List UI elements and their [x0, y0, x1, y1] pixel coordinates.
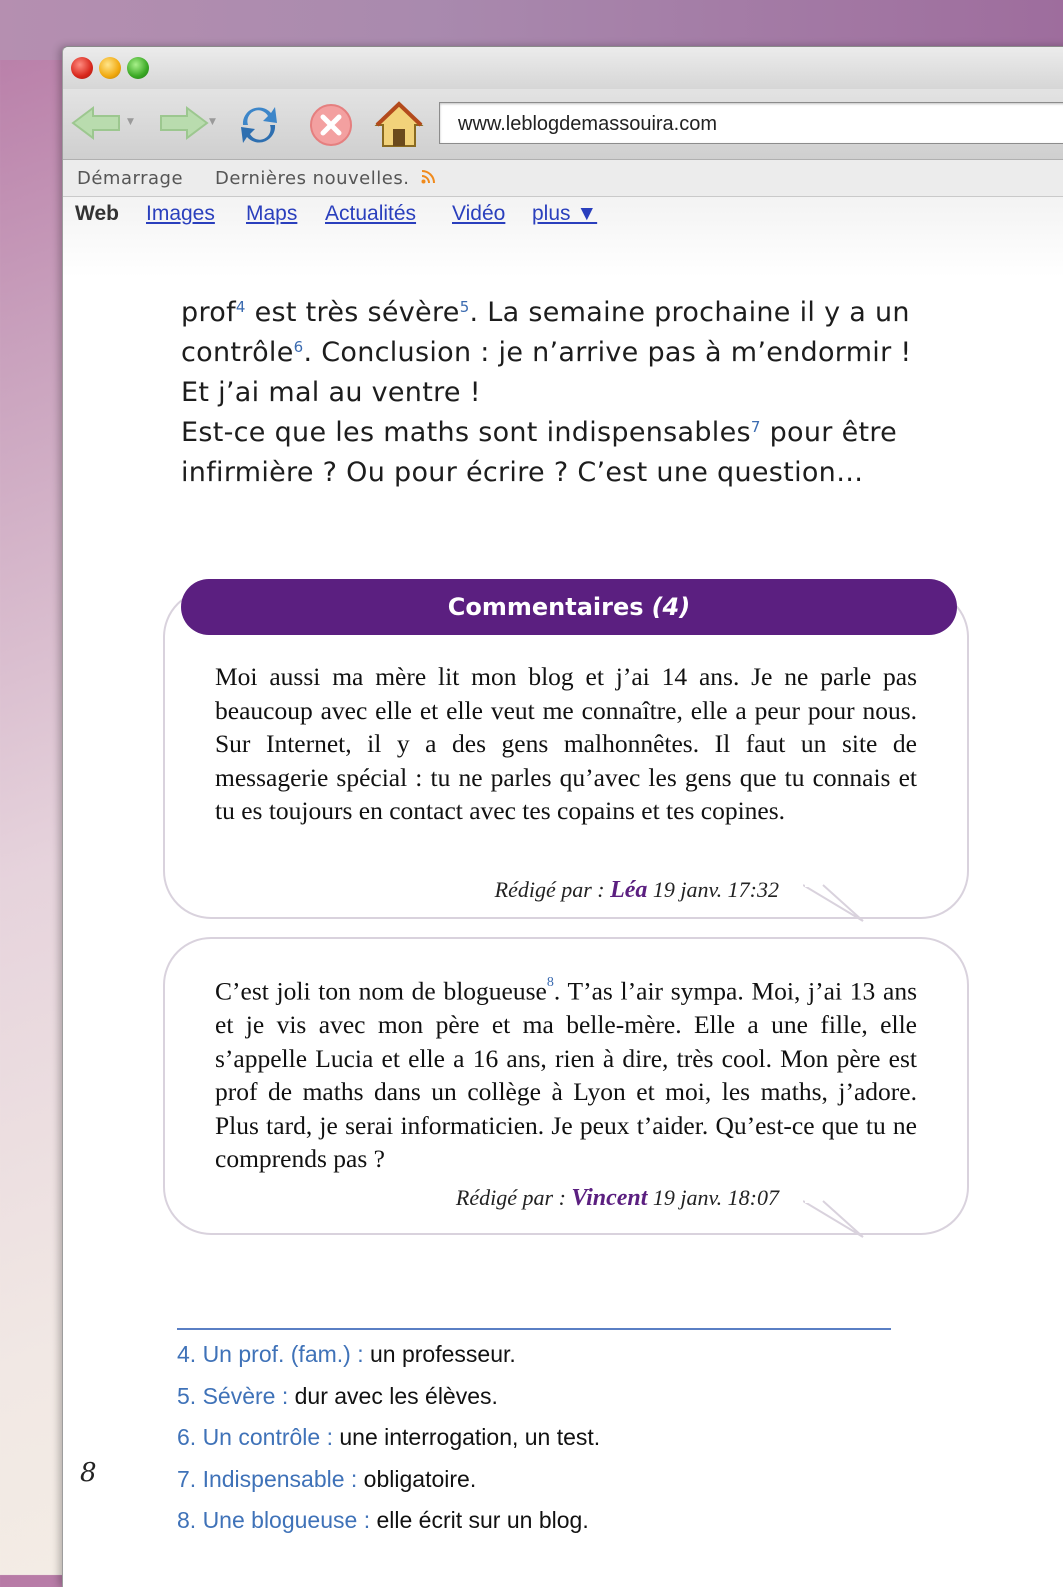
comments-title: Commentaires	[447, 593, 644, 621]
reload-icon[interactable]	[235, 101, 283, 149]
address-bar[interactable]: www.leblogdemassouira.com	[439, 102, 1063, 144]
bookmark-demarrage[interactable]: Démarrage	[77, 168, 184, 189]
footnote-ref[interactable]: 6	[293, 338, 304, 356]
minimize-window-button[interactable]	[99, 57, 121, 79]
browser-window	[62, 46, 1063, 1587]
comments-header	[181, 579, 957, 635]
home-icon[interactable]	[373, 99, 425, 151]
comment-author[interactable]: Léa	[610, 877, 648, 903]
post-line: prof$^4$ est très sévère$^5$. La semaine prochaine il y a un	[181, 297, 910, 328]
tab-more[interactable]: plus ▼	[532, 202, 598, 225]
blog-post-text	[181, 293, 921, 493]
back-arrow-icon[interactable]	[71, 105, 127, 141]
footnote-ref[interactable]: 7	[750, 418, 761, 436]
post-line: contrôle$^6$. Conclusion : je n’arrive pas à m’endormir !	[181, 337, 912, 368]
comment-byline	[279, 877, 779, 904]
byline-label: Rédigé par :	[455, 1185, 566, 1210]
footnote-ref[interactable]: 8	[546, 975, 554, 990]
footnote-item: 7. Indispensable : obligatoire.	[177, 1465, 477, 1492]
footnote-item: 6. Un contrôle : une interrogation, un test.	[177, 1424, 601, 1450]
comment-author[interactable]: Vincent	[571, 1185, 648, 1211]
comment-text: Moi aussi ma mère lit mon blog et j’ai 14 ans. Je ne parle pas beaucoup avec elle et elle veut me connaître, elle a peur pour nous. Sur Internet, il y a des gens malhonnêtes. Il faut un site de messagerie spécial : tu ne parles qu’avec les gens que tu connais et tu es toujours en contact avec tes copains et tes copines.	[215, 662, 917, 825]
browser-toolbar	[63, 89, 1063, 160]
comment-date: 19 janv. 18:07	[652, 1185, 779, 1210]
footnote-item: 5. Sévère : dur avec les élèves.	[177, 1382, 498, 1409]
tab-actualites[interactable]: Actualités	[325, 202, 417, 225]
tab-images[interactable]: Images	[146, 202, 215, 225]
search-nav	[63, 197, 1063, 277]
comment-byline	[279, 1185, 779, 1212]
post-line: Est-ce que les maths sont indispensables$^7$ pour être	[181, 417, 898, 448]
post-line: Et j’ai mal au ventre !	[181, 377, 481, 408]
title-bar	[63, 47, 1063, 89]
zoom-window-button[interactable]	[127, 57, 149, 79]
forward-dropdown-icon[interactable]: ▼	[209, 117, 216, 127]
rss-icon	[421, 170, 435, 184]
footnote-item: 4. Un prof. (fam.) : un professeur.	[177, 1341, 516, 1367]
stop-icon[interactable]	[307, 101, 355, 149]
speech-tail-icon	[803, 1199, 873, 1239]
bookmark-dernieres-nouvelles[interactable]: Dernières nouvelles.	[215, 168, 410, 189]
forward-arrow-icon[interactable]	[153, 105, 209, 141]
comment-date: 19 janv. 17:32	[652, 877, 779, 902]
speech-tail-icon	[803, 883, 873, 923]
back-dropdown-icon[interactable]: ▼	[127, 117, 134, 127]
byline-label: Rédigé par :	[494, 877, 605, 902]
footnote-ref[interactable]: 4	[235, 298, 246, 316]
close-window-button[interactable]	[71, 57, 93, 79]
footnote-item: 8. Une blogueuse : elle écrit sur un blog.	[177, 1507, 589, 1533]
tab-web[interactable]: Web	[75, 202, 119, 225]
comment-text: C’est joli ton nom de blogueuse$^8$. T’as l’air sympa. Moi, j’ai 13 ans et je vis avec mon père et ma belle-mère. Elle a une fille, elle s’appelle Lucia et elle a 16 ans, rien à dire, très cool. Mon père est prof de maths dans un collège à Lyon et moi, les maths, j’adore. Plus tard, je serai informaticien. Je peux t’aider. Qu’est-ce que tu ne comprends pas ?	[215, 975, 917, 1173]
tab-maps[interactable]: Maps	[246, 202, 298, 225]
bookmarks-bar	[63, 160, 1063, 197]
post-line: infirmière ? Ou pour écrire ? C’est une question…	[181, 457, 864, 488]
footnotes-list	[177, 1339, 600, 1547]
tab-video[interactable]: Vidéo	[452, 202, 506, 225]
comments-count: (4)	[651, 593, 691, 621]
footnote-ref[interactable]: 5	[459, 298, 470, 316]
page-number: 8	[80, 1458, 97, 1488]
footnote-divider	[177, 1328, 891, 1330]
